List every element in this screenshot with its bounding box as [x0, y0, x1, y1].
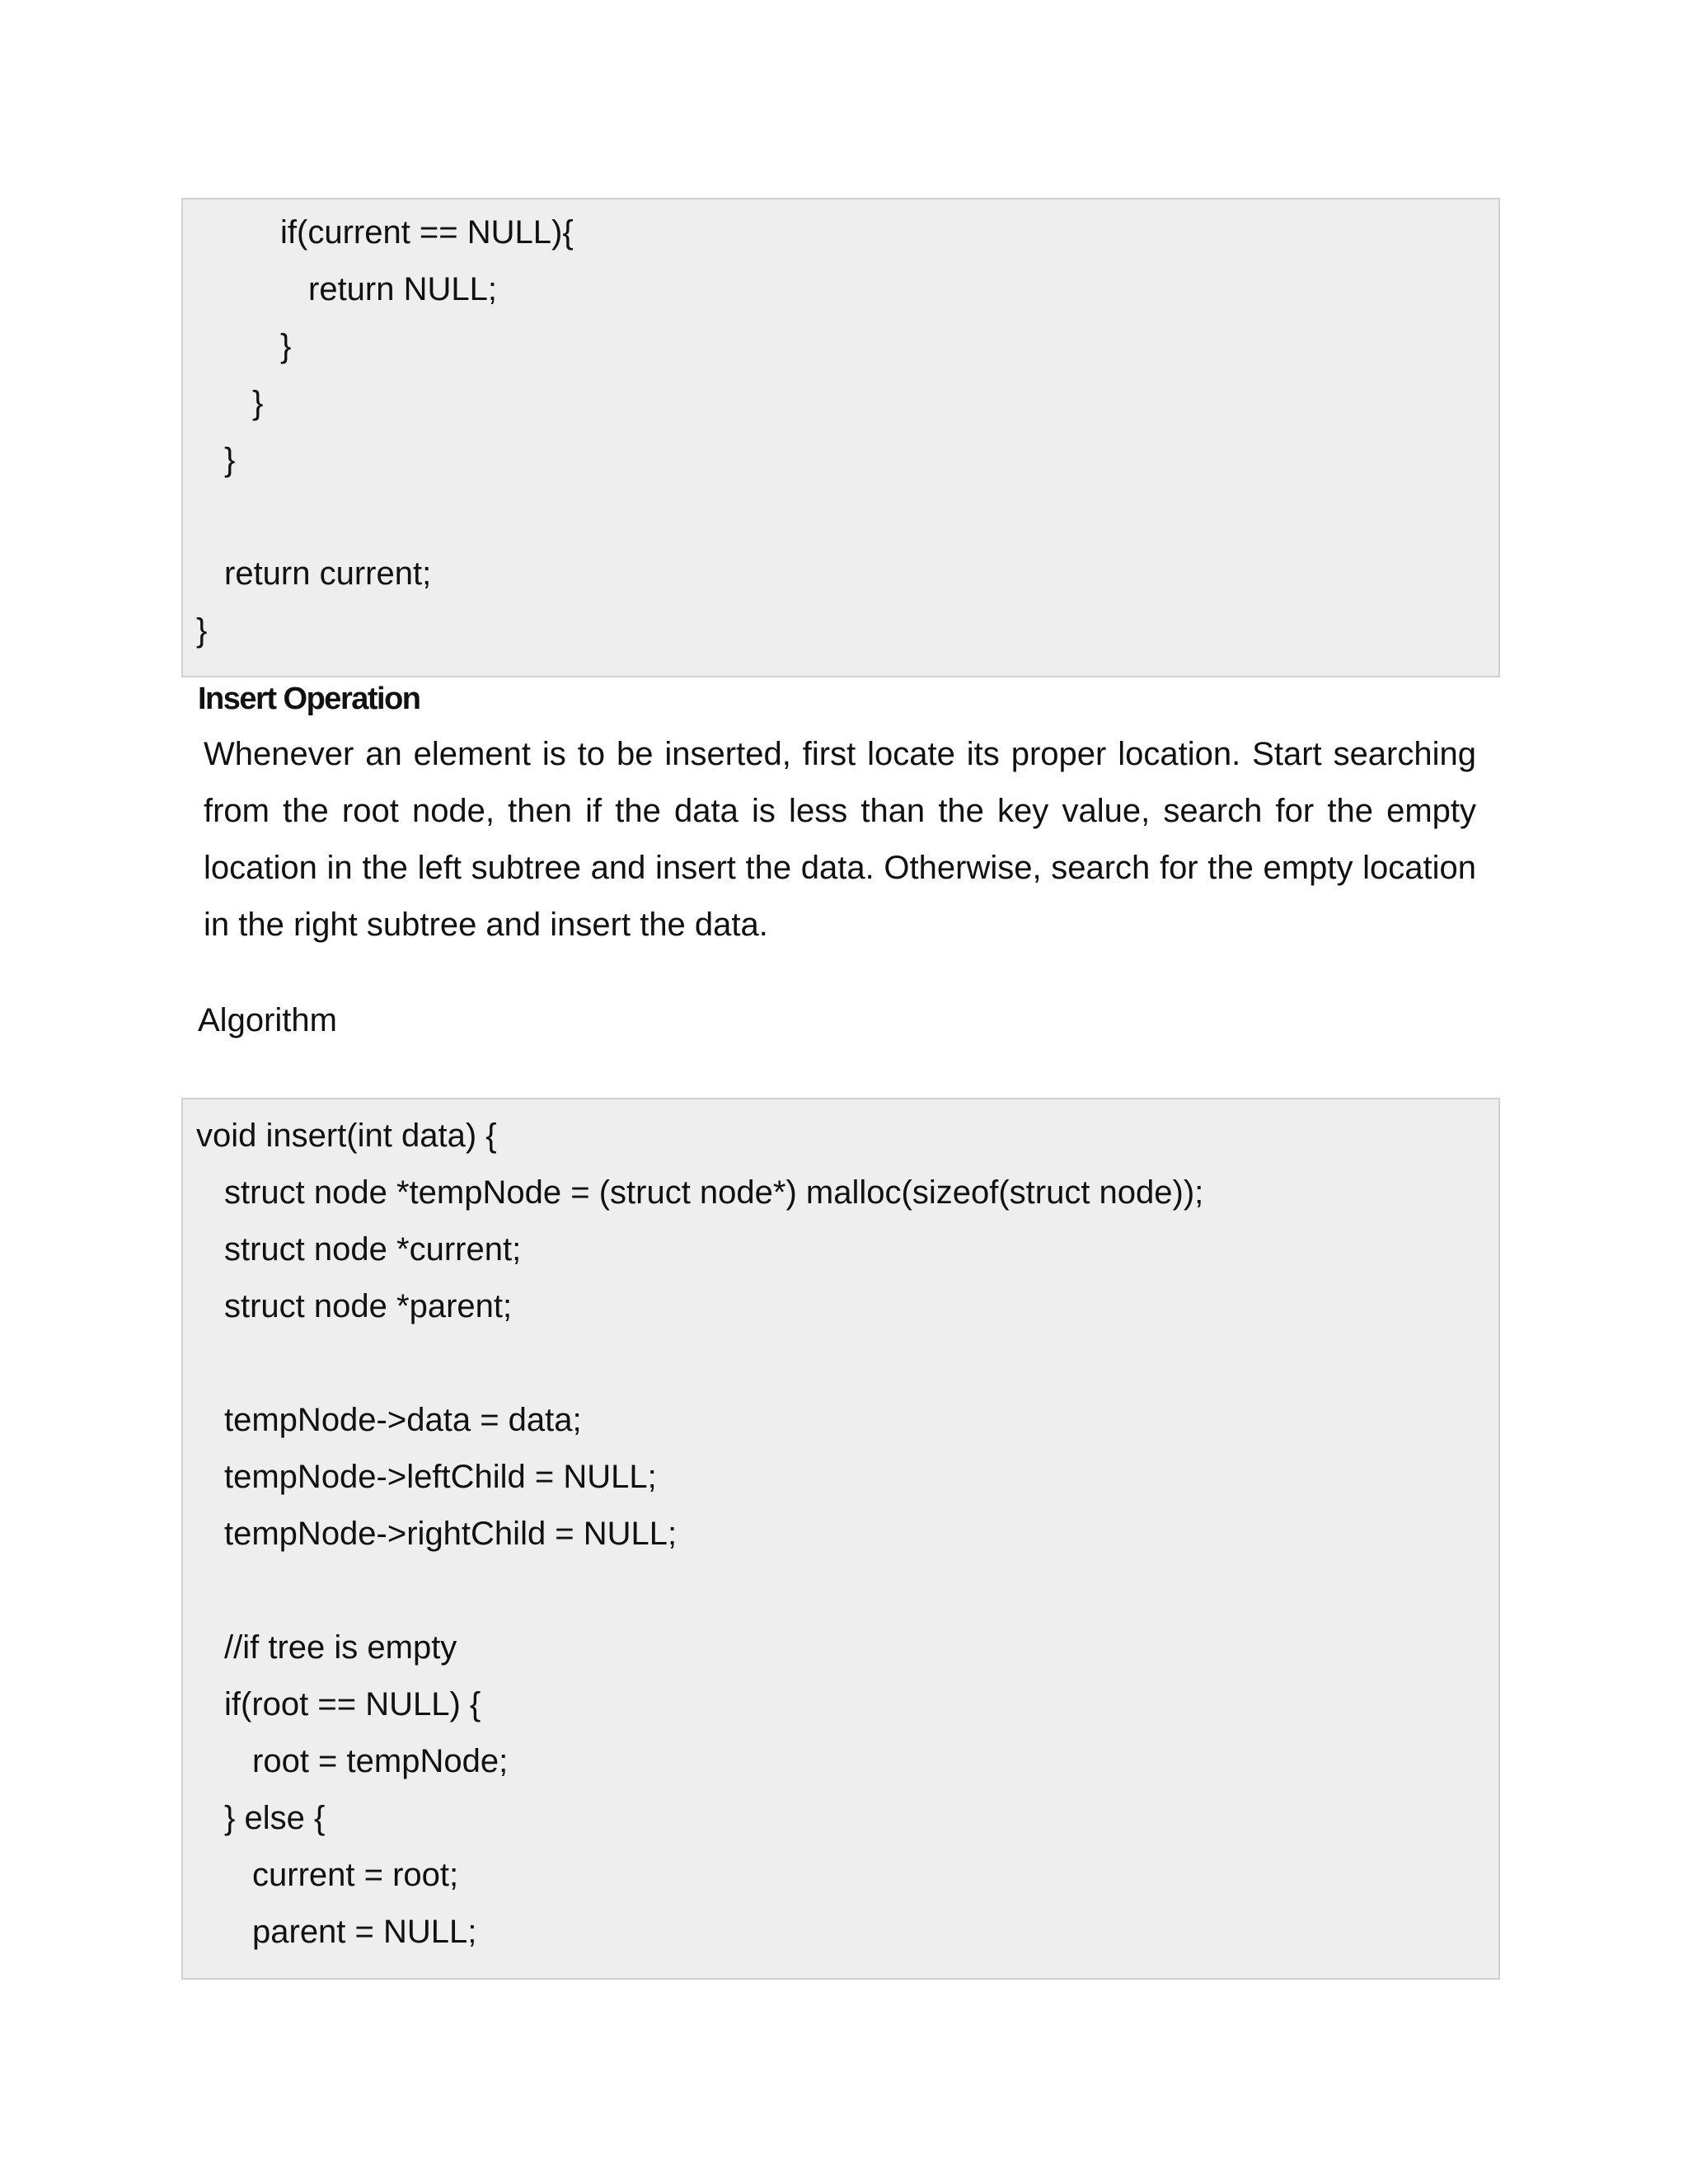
code-line: struct node *current;: [224, 1231, 522, 1268]
code-line: tempNode->leftChild = NULL;: [224, 1459, 657, 1495]
code-line: if(root == NULL) {: [224, 1686, 481, 1722]
code-block-bottom: [181, 1098, 1500, 1980]
code-line: }: [280, 328, 292, 364]
code-line: tempNode->rightChild = NULL;: [224, 1516, 678, 1552]
code-line: }: [196, 612, 208, 649]
code-line: tempNode->data = data;: [224, 1402, 582, 1438]
code-line: root = tempNode;: [252, 1743, 509, 1779]
code-line: } else {: [224, 1800, 326, 1836]
section-heading: Insert Operation: [198, 682, 420, 716]
body-paragraph: Whenever an element is to be inserted, first locate its proper location. Start searching from the root node, then if the data is less than the key value, search for the empty location in the left subtree and insert the data. Otherwise, search for the empty location in the right subtree and insert the data.: [204, 736, 1476, 943]
code-line: struct node *tempNode = (struct node*) malloc(sizeof(struct node));: [224, 1174, 1204, 1211]
code-line: return current;: [224, 555, 432, 592]
code-line: struct node *parent;: [224, 1288, 513, 1324]
code-line: return NULL;: [308, 271, 497, 307]
code-line: if(current == NULL){: [280, 214, 574, 251]
code-line: }: [224, 442, 236, 478]
code-line: parent = NULL;: [252, 1914, 477, 1950]
code-line: //if tree is empty: [224, 1629, 457, 1666]
code-line: current = root;: [252, 1857, 459, 1893]
code-line: void insert(int data) {: [196, 1118, 497, 1154]
algorithm-label: Algorithm: [198, 1002, 337, 1038]
code-block-top: [181, 198, 1500, 677]
code-line: }: [252, 385, 264, 421]
